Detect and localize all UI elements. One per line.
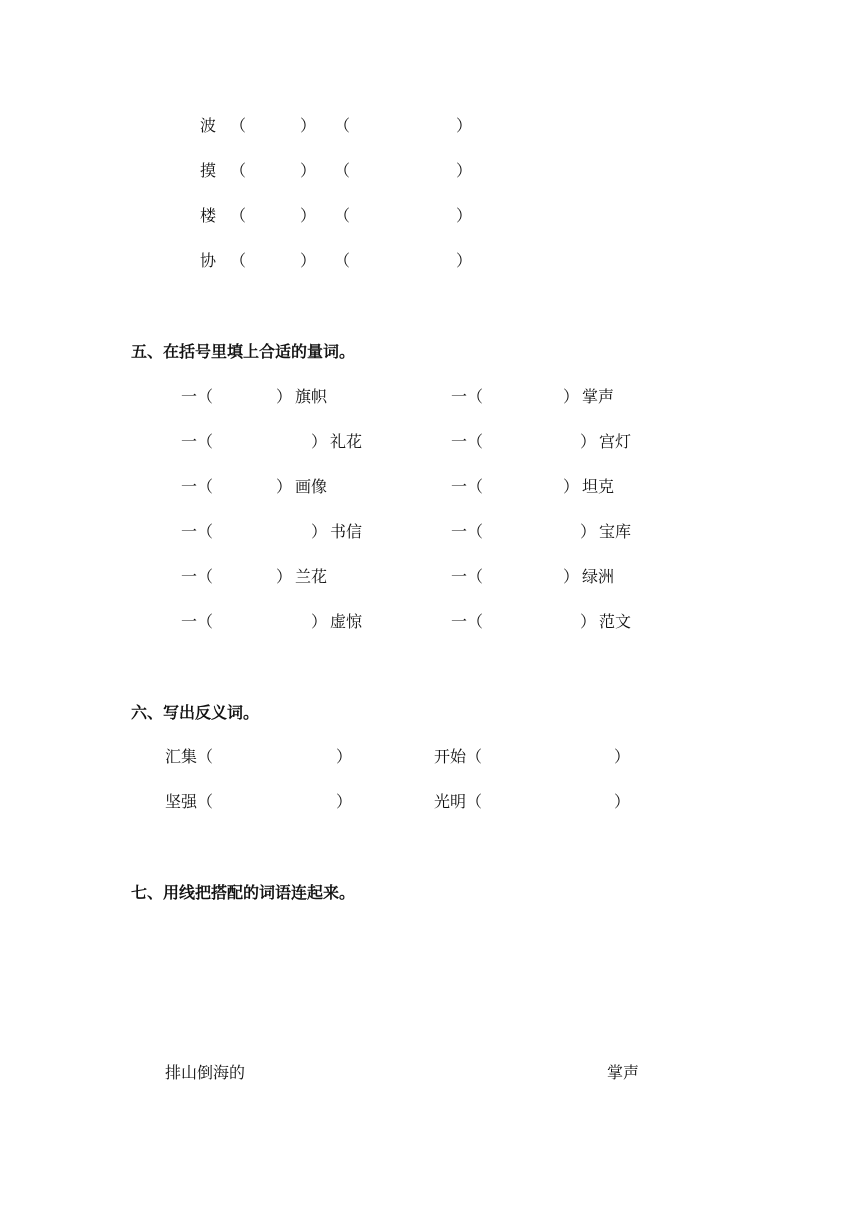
left-close: ） xyxy=(276,387,293,406)
right-word: 光明（ xyxy=(434,792,483,811)
right-close: ） xyxy=(563,387,580,406)
right-word: 绿洲 xyxy=(582,567,615,586)
paren-close: ） xyxy=(300,116,317,135)
matching-right-word: 掌声 xyxy=(607,1063,640,1082)
left-word: 坚强（ xyxy=(165,792,214,811)
paren-open: （ xyxy=(334,206,351,225)
measure-word-row xyxy=(0,521,860,543)
right-word: 宝库 xyxy=(599,522,632,541)
section4-row xyxy=(0,115,860,137)
measure-word-row xyxy=(0,431,860,453)
left-close: ） xyxy=(311,432,328,451)
right-close: ） xyxy=(563,567,580,586)
right-close: ） xyxy=(580,432,597,451)
right-word: 开始（ xyxy=(434,747,483,766)
left-prefix: 一（ xyxy=(181,432,214,451)
left-close: ） xyxy=(336,792,353,811)
antonym-row xyxy=(0,746,860,768)
measure-word-row xyxy=(0,476,860,498)
left-word: 兰花 xyxy=(295,567,328,586)
paren-close: ） xyxy=(300,206,317,225)
antonym-row xyxy=(0,791,860,813)
paren-open: （ xyxy=(230,161,247,180)
paren-open: （ xyxy=(230,116,247,135)
right-close: ） xyxy=(614,747,631,766)
left-word: 画像 xyxy=(295,477,328,496)
section4-row xyxy=(0,250,860,272)
paren-open: （ xyxy=(230,251,247,270)
left-prefix: 一（ xyxy=(181,522,214,541)
right-close: ） xyxy=(580,612,597,631)
measure-word-row xyxy=(0,386,860,408)
paren-close: ） xyxy=(456,251,473,270)
paren-open: （ xyxy=(334,251,351,270)
paren-close: ） xyxy=(300,251,317,270)
row-char: 协 xyxy=(200,251,217,270)
section5-title: 五、在括号里填上合适的量词。 xyxy=(131,342,356,361)
right-word: 坦克 xyxy=(582,477,615,496)
paren-close: ） xyxy=(300,161,317,180)
right-close: ） xyxy=(614,792,631,811)
left-prefix: 一（ xyxy=(181,477,214,496)
row-char: 摸 xyxy=(200,161,217,180)
left-word: 书信 xyxy=(330,522,363,541)
section7-title: 七、用线把搭配的词语连起来。 xyxy=(131,883,356,902)
paren-close: ） xyxy=(456,161,473,180)
measure-word-row xyxy=(0,611,860,633)
right-close: ） xyxy=(563,477,580,496)
left-word: 旗帜 xyxy=(295,387,328,406)
left-close: ） xyxy=(276,567,293,586)
right-prefix: 一（ xyxy=(451,477,484,496)
row-char: 波 xyxy=(200,116,217,135)
left-close: ） xyxy=(336,747,353,766)
right-prefix: 一（ xyxy=(451,567,484,586)
right-word: 掌声 xyxy=(582,387,615,406)
row-char: 楼 xyxy=(200,206,217,225)
right-prefix: 一（ xyxy=(451,612,484,631)
left-prefix: 一（ xyxy=(181,567,214,586)
section4-row xyxy=(0,205,860,227)
left-close: ） xyxy=(311,522,328,541)
measure-word-row xyxy=(0,566,860,588)
paren-close: ） xyxy=(456,116,473,135)
right-prefix: 一（ xyxy=(451,387,484,406)
left-prefix: 一（ xyxy=(181,387,214,406)
right-prefix: 一（ xyxy=(451,522,484,541)
matching-row xyxy=(0,1062,860,1084)
section4-row xyxy=(0,160,860,182)
right-prefix: 一（ xyxy=(451,432,484,451)
section6-title: 六、写出反义词。 xyxy=(131,703,260,722)
right-close: ） xyxy=(580,522,597,541)
left-word: 虚惊 xyxy=(330,612,363,631)
left-word: 礼花 xyxy=(330,432,363,451)
paren-open: （ xyxy=(334,116,351,135)
left-close: ） xyxy=(276,477,293,496)
paren-open: （ xyxy=(230,206,247,225)
right-word: 范文 xyxy=(599,612,632,631)
right-word: 宫灯 xyxy=(599,432,632,451)
matching-left-word: 排山倒海的 xyxy=(165,1063,246,1082)
left-word: 汇集（ xyxy=(165,747,214,766)
left-close: ） xyxy=(311,612,328,631)
paren-close: ） xyxy=(456,206,473,225)
left-prefix: 一（ xyxy=(181,612,214,631)
paren-open: （ xyxy=(334,161,351,180)
